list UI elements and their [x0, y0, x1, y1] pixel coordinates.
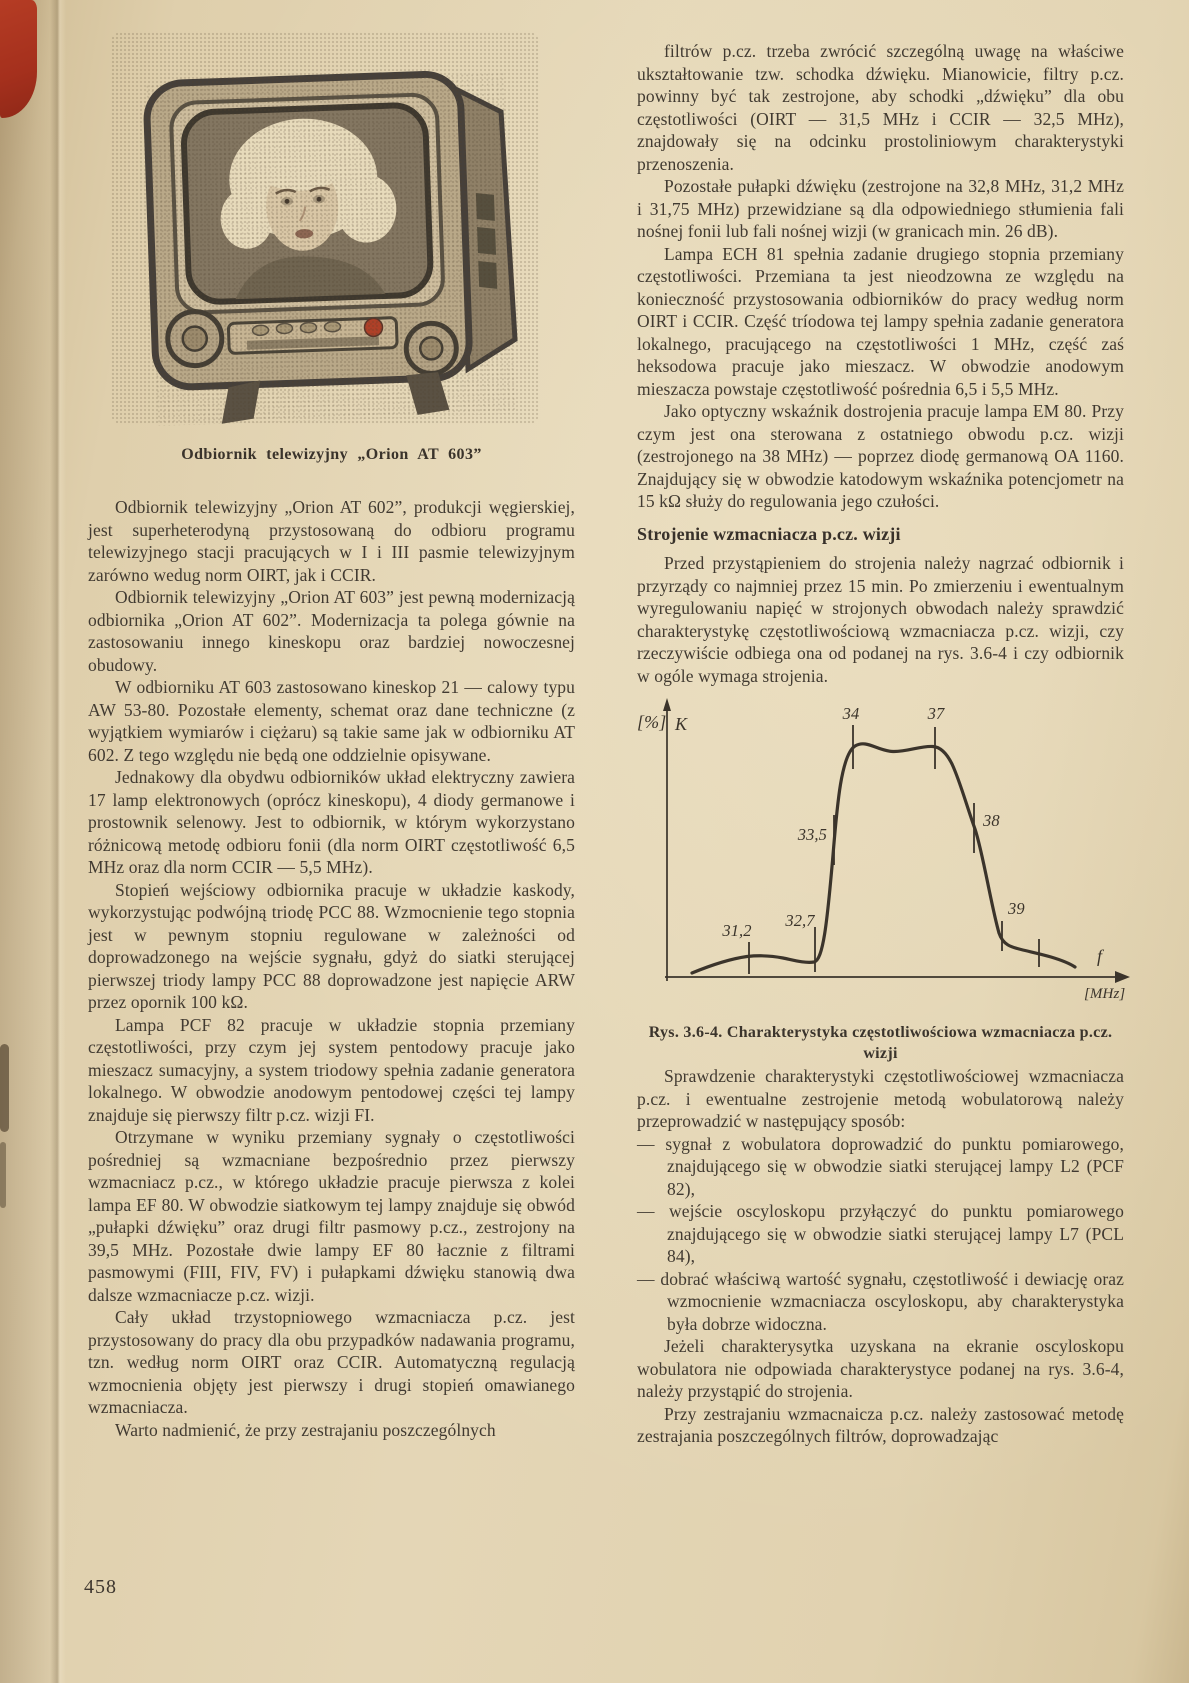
tv-photo-caption: Odbiornik telewizyjny „Orion AT 603” — [181, 446, 482, 463]
page-edge-shading — [0, 0, 64, 1683]
tick-label-32-7: 32,7 — [785, 911, 815, 930]
paragraph: Odbiornik telewizyjny „Orion AT 602”, produkcji węgierskiej, jest superheterodyną przystosowaną do odbioru programu telewizyjnego stacji pracujących w I i III pasmie telewizyjnym zarówno wedug norm OIRT, jak i CCIR. — [88, 497, 575, 585]
paragraph: Stopień wejściowy odbiornika pracuje w układzie kaskody, wykorzystując podwójną triodę PCC 88. Wzmocnienie tego stopnia jest w pewnym stopniu regulowane w zależności od doprowadzonego na wejście sygnału, gdyż do siatki sterującej pierwszej triody lampy PCC 88 doprowadzone jest napięcie ARW przez opornik 100 kΩ. — [88, 879, 575, 1012]
paragraph: Jednakowy dla obydwu odbiorników układ elektryczny zawiera 17 lamp elektronowych (oprócz kineskopu), 4 diody germanowe i prostownik selenowy. Jest to odbiornik, w którym wykorzystano różnicową metodę odbioru fonii (dla norm OIRT częstotliwość 6,5 MHz oraz dla norm CCIR — 5,5 MHz). — [88, 767, 575, 877]
paragraph: Pozostałe pułapki dźwięku (zestrojone na 32,8 MHz, 31,2 MHz i 31,75 MHz) przewidziane są dla odpowiedniego stłumienia fali nośnej fonii lub fali nośnej wizji (w granicach min. 26 dB). — [637, 176, 1124, 241]
tick-label-34: 34 — [842, 704, 860, 723]
frequency-response-chart — [637, 695, 1124, 1064]
paragraph: filtrów p.cz. trzeba zwrócić szczególną uwagę na właściwe ukształtowanie tzw. schodka dźwięku. Mianowicie, filtry p.cz. powinny być tak zestrojone, aby schodki „dźwięku” dla obu częstotliwości (OIRT — 31,5 MHz i CCIR — 32,5 MHz), znajdowały się na odcinku prostoliniowym charakterystyki przenoszenia. — [637, 41, 1124, 174]
section-heading: Strojenie wzmacniacza p.cz. wizji — [637, 523, 901, 544]
paragraph: W odbiorniku AT 603 zastosowano kineskop 21 — calowy typu AW 53-80. Pozostałe elementy, schemat oraz dane techniczne (z wyjątkiem wymiarów i ciężaru) są takie same jak w odbiorniku AT 602. Z tego względu nie będą one oddzielnie opisywane. — [88, 677, 575, 765]
page-crease — [50, 0, 66, 1683]
x-axis-symbol-label: f — [1097, 946, 1103, 966]
paragraph: Jeżeli charakterysytka uzyskana na ekranie oscyloskopu wobulatora nie odpowiada charakterystyce podanej na rys. 3.6-4, należy przystąpić do strojenia. — [637, 1336, 1124, 1401]
left-column — [88, 496, 575, 1441]
y-axis-unit-label: [%] — [637, 712, 667, 732]
list-intro-paragraph: Sprawdzenie charakterystyki częstotliwościowej wzmacniacza p.cz. i ewentualne zestrojenie metodą wobulatorową należy przeprowadzić w następujący sposób: — [637, 1066, 1124, 1131]
paragraph: Otrzymane w wyniku przemiany sygnały o częstotliwości pośredniej są wzmacniane bezpośrednio przez pierwszy wzmacniacz p.cz., w którego układzie pracuje pierwsza z kolei lampa EF 80. W obwodzie siatkowym tej lampy znajduje się obwód „pułapki dźwięku” oraz drugi filtr pasmowy p.cz., zestrojony na 39,5 MHz. Pozostałe dwie lampy EF 80 łacznie z filtrami pasmowymi (FIII, FIV, FV) i pułapkami dźwięku stanowią dwa dalsze wzmacniacze p.cz. wizji. — [88, 1127, 575, 1305]
paragraph: Warto nadmienić, że przy zestrajaniu poszczególnych — [115, 1419, 496, 1440]
figure-caption-line2: wizji — [863, 1045, 898, 1062]
chart-canvas — [637, 695, 1137, 1007]
tick-label-39: 39 — [1008, 899, 1025, 918]
tick-label-38: 38 — [983, 811, 1000, 830]
tick-label-31-2: 31,2 — [722, 921, 752, 940]
right-column — [637, 40, 1124, 1448]
x-axis-unit-label: [MHz] — [1084, 986, 1126, 1002]
tv-illustration — [105, 26, 545, 430]
paragraph: Jako optyczny wskaźnik dostrojenia pracuje lampa EM 80. Przy czym jest ona sterowana z ostatniego obwodu p.cz. wizji (zestrojonego na 38 MHz) — poprzez diodę germanową OA 1160. Znajdujący się w obwodzie katodowym wskaźnika potencjometr na 15 kΩ służy do regulowania jego czułości. — [637, 401, 1124, 511]
tv-receiver-photo — [105, 26, 545, 430]
paragraph: Lampa ECH 81 spełnia zadanie drugiego stopnia przemiany częstotliwości. Przemiana ta jest nieodzowna ze względu na konieczność przystosowania odbiorników do pracy według norm OIRT i CCIR. Część tríodowa tej lampy spełnia zadanie generatora lokalnego, pracującego na częstotliwości 1 MHz, część zaś heksodowa pracuje jako mieszacz. W obwodzie anodowym mieszacza powstaje częstotliwość pośrednia 6,5 i 5,5 MHz. — [637, 243, 1124, 399]
paragraph: Cały układ trzystopniowego wzmacniacza p.cz. jest przystosowany do pracy dla obu przypadków nadawania programu, tzn. według norm OIRT oraz CCIR. Automatyczną regulacją wzmocnienia objęty jest pierwszy i drugi stopień omawianego wzmacniacza. — [88, 1307, 575, 1417]
y-axis-symbol-label: K — [675, 714, 688, 734]
edge-smudge — [0, 1142, 6, 1208]
paragraph: Przy zestrajaniu wzmacnaicza p.cz. należy zastosować metodę zestrajania poszczególnych filtrów, doprowadzając — [637, 1403, 1124, 1446]
y-axis-arrow — [663, 698, 671, 711]
paragraph: Przed przystąpieniem do strojenia należy nagrzać odbiornik i przyrządy co najmniej przez 15 min. Po zmierzeniu i ewentualnym wyregulowaniu napięć w strojonych obwodach należy sprawdzić charakterystykę częstotliwościową wzmacniacza p.cz. wizji, czy rzeczywiście odbiega ona od podanej na rys. 3.6-4 i czy odbiornik w ogóle wymaga strojenia. — [637, 553, 1124, 686]
halftone-texture — [146, 72, 518, 426]
edge-smudge — [0, 1044, 9, 1132]
x-axis-arrow — [1115, 971, 1130, 983]
page-number: 458 — [84, 1576, 117, 1598]
tick-label-33-5: 33,5 — [797, 825, 827, 844]
list-item: — sygnał z wobulatora doprowadzić do punktu pomiarowego, znajdującego się w obwodzie siatki sterującej lampy L2 (PCF 82), — [637, 1133, 1124, 1199]
procedure-list — [637, 1133, 1124, 1336]
red-corner-mark — [0, 0, 37, 118]
paragraph: Odbiornik telewizyjny „Orion AT 603” jest pewną modernizacją odbiornika „Orion AT 602”. Modernizacja ta polega gównie na zastosowaniu innego kineskopu oraz bardziej nowoczesnej obudowy. — [88, 587, 575, 675]
list-item: — dobrać właściwą wartość sygnału, częstotliwość i dewiację oraz wzmocnienie wzmacniacza oscyloskopu, aby charakterystyka była dobrze widoczna. — [637, 1268, 1124, 1334]
figure-caption-line1: Rys. 3.6-4. Charakterystyka częstotliwościowa wzmacniacza p.cz. — [648, 1024, 1113, 1041]
figure-caption — [637, 1022, 1124, 1064]
right-column-bottom-paragraphs — [637, 1335, 1124, 1448]
list-item: — wejście oscyloskopu przyłączyć do punktu pomiarowego znajdującego się w obwodzie siatki sterującej lampy L7 (PCL 84), — [637, 1201, 1124, 1266]
tick-label-37: 37 — [927, 704, 945, 723]
paragraph: Lampa PCF 82 pracuje w układzie stopnia przemiany częstotliwości, przy czym jej system pentodowy pracuje jako mieszacz sumacyjny, a system triodowy spełnia zadanie generatora lokalnego. W obwodzie anodowym pentodowej części tej lampy znajduje się pierwszy filtr p.cz. wizji FI. — [88, 1014, 575, 1125]
right-column-top-paragraphs — [637, 40, 1124, 513]
